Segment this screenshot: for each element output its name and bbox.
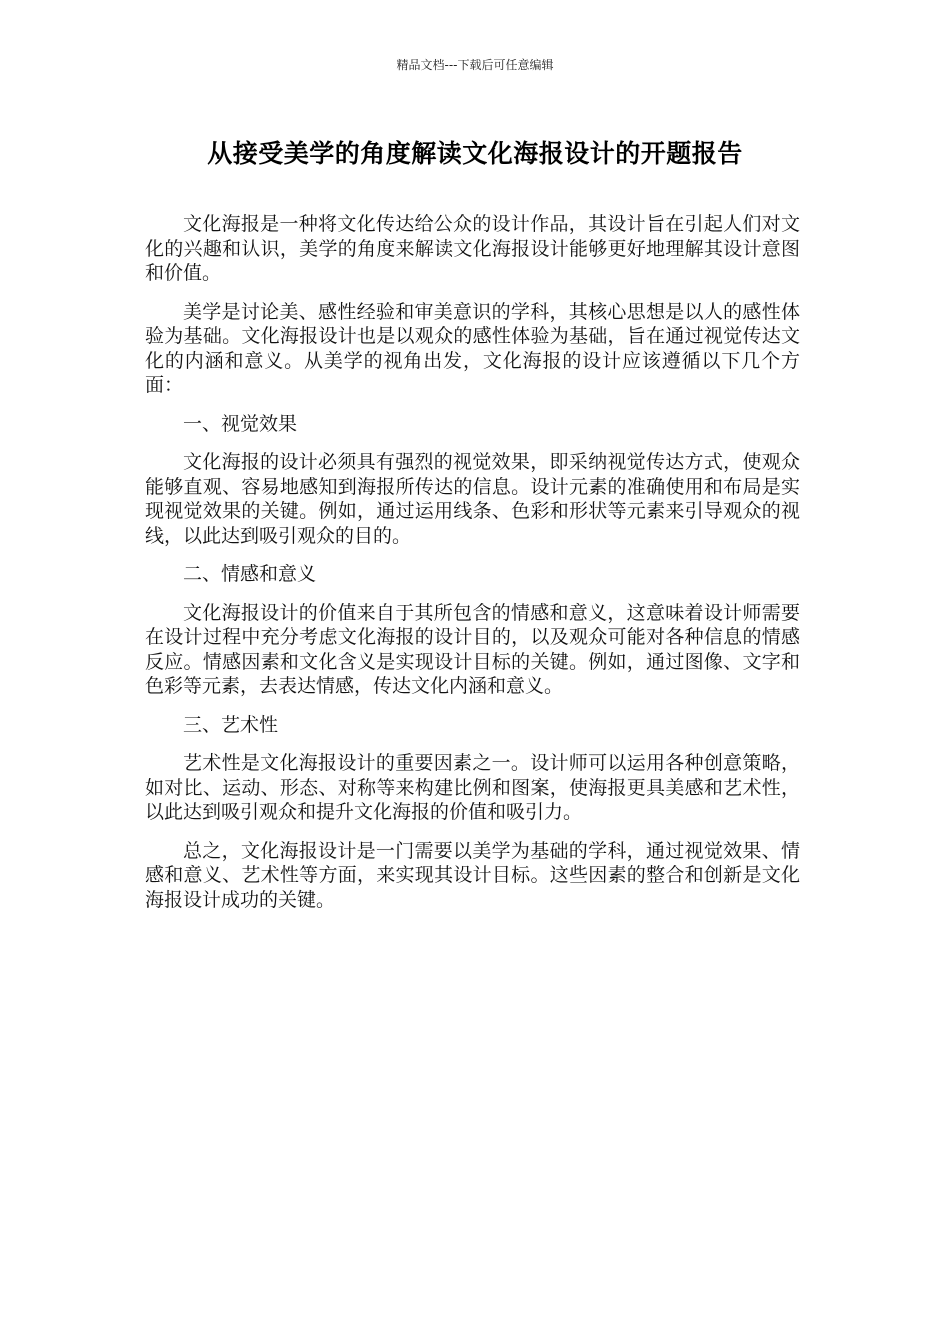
header-note: 精品文档---下载后可任意编辑 bbox=[396, 58, 554, 72]
section-heading-visual: 一、视觉效果 bbox=[183, 412, 298, 435]
intro-paragraph: 文化海报是一种将文化传达给公众的设计作品，其设计旨在引起人们对文化的兴趣和认识，美学的角度来解读文化海报设计能够更好地理解其设计意图和价值。 bbox=[145, 213, 800, 284]
document-title: 从接受美学的角度解读文化海报设计的开题报告 bbox=[207, 139, 743, 168]
section-heading-artistry: 三、艺术性 bbox=[183, 713, 279, 736]
section-text-artistry: 艺术性是文化海报设计的重要因素之一。设计师可以运用各种创意策略，如对比、运动、形态、对称等来构建比例和图案，使海报更具美感和艺术性，以此达到吸引观众和提升文化海报的价值和吸引力。 bbox=[145, 752, 800, 823]
section-heading-emotion: 二、情感和意义 bbox=[183, 563, 317, 585]
aesthetics-paragraph: 美学是讨论美、感性经验和审美意识的学科，其核心思想是以人的感性体验为基础。文化海报设计也是以观众的感性体验为基础，旨在通过视觉传达文化的内涵和意义。从美学的视角出发，文化海报的设计应该遵循以下几个方面： bbox=[145, 300, 800, 396]
conclusion-paragraph: 总之，文化海报设计是一门需要以美学为基础的学科，通过视觉效果、情感和意义、艺术性等方面，来实现其设计目标。这些因素的整合和创新是文化海报设计成功的关键。 bbox=[145, 839, 800, 911]
document-body bbox=[145, 212, 800, 926]
section-text-emotion: 文化海报设计的价值来自于其所包含的情感和意义，这意味着设计师需要在设计过程中充分考虑文化海报的设计目的，以及观众可能对各种信息的情感反应。情感因素和文化含义是实现设计目标的关键。例如，通过图像、文字和色彩等元素，去表达情感，传达文化内涵和意义。 bbox=[145, 601, 800, 697]
section-text-visual: 文化海报的设计必须具有强烈的视觉效果，即采纳视觉传达方式，使观众能够直观、容易地感知到海报所传达的信息。设计元素的准确使用和布局是实现视觉效果的关键。例如，通过运用线条、色彩和形状等元素来引导观众的视线，以此达到吸引观众的目的。 bbox=[145, 451, 800, 547]
